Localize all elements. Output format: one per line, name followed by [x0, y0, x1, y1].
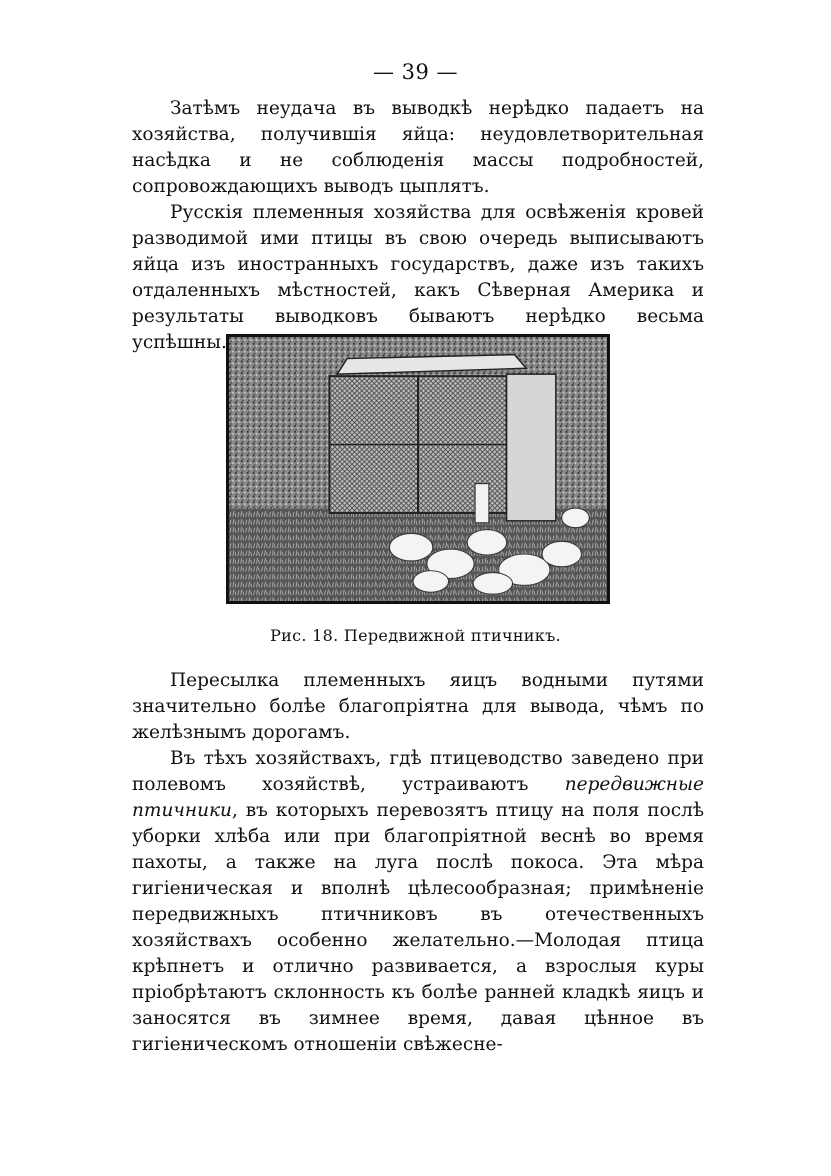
photo-illustration	[229, 337, 607, 601]
paragraph: Затѣмъ неудача въ выводкѣ нерѣдко падаетъ на хозяйства, получившія яйца: неудовлетворительная насѣдка и не соблюденія массы подробностей, сопровождающихъ выводъ цыплятъ.	[132, 98, 704, 197]
text-block-top	[132, 96, 704, 356]
paragraph-text: Въ тѣхъ хозяйствахъ, гдѣ птицеводство заведено при полевомъ хозяйствѣ, устраиваютъ	[132, 748, 704, 795]
figure-caption: Рис. 18. Передвижной птичникъ.	[270, 626, 561, 645]
page-number: — 39 —	[372, 60, 459, 84]
paragraph-text: , въ которыхъ перевозятъ птицу на поля послѣ уборки хлѣба или при благопріятной веснѣ во время пахоты, а также на луга послѣ покоса. Эта мѣра гигіеническая и вполнѣ цѣлесообразная; примѣненіе передвижныхъ птичниковъ въ отечественныхъ хозяйствахъ особенно желательно.—Молодая птица крѣпнетъ и отлично развивается, а взрослыя куры пріобрѣтаютъ склонность къ болѣе ранней кладкѣ яицъ и заносятся въ зимнее время, давая цѣнное въ гигіеническомъ отношеніи свѣжесне-	[132, 800, 704, 1055]
coop-side-panel	[507, 374, 556, 521]
paragraph: Пересылка племенныхъ яицъ водными путями значительно болѣе благопріятна для вывода, чѣмъ по желѣзнымъ дорогамъ.	[132, 670, 704, 743]
paragraph: Русскія племенныя хозяйства для освѣженія кровей разводимой ими птицы въ свою очередь выписываютъ яйца изъ иностранныхъ государствъ, даже изъ такихъ отдаленныхъ мѣстностей, какъ Сѣверная Америка и результаты выводковъ бываютъ нерѣдко весьма успѣшны.	[132, 202, 704, 353]
emphasis-term: передвижные птичники	[132, 774, 704, 821]
figure-mobile-poultry-house	[226, 334, 610, 604]
paragraph	[132, 746, 704, 1058]
text-block-bottom	[132, 668, 704, 1058]
